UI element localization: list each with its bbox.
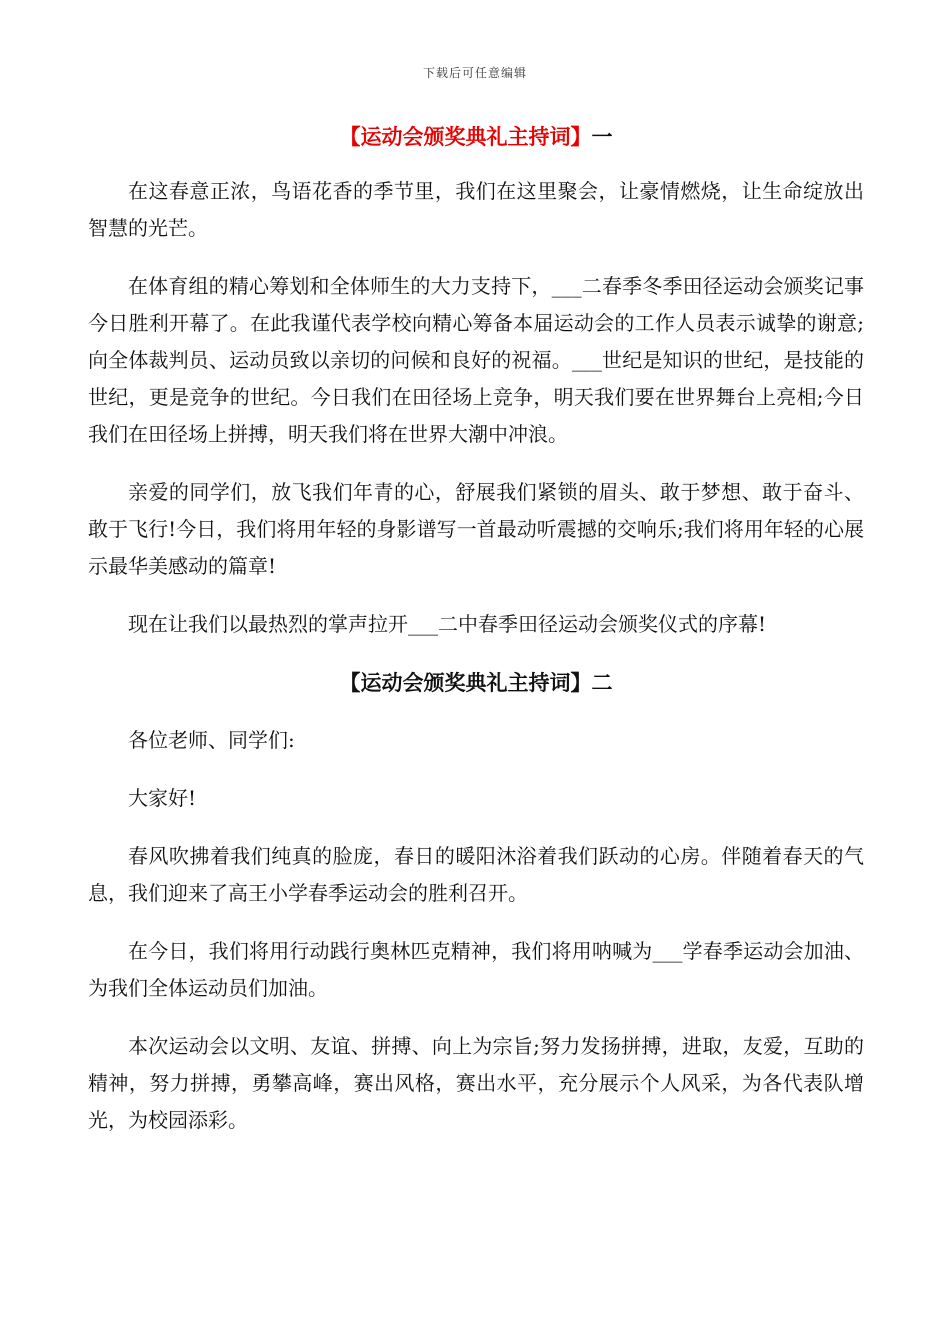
paragraph: 在体育组的精心筹划和全体师生的大力支持下，___二春季冬季田径运动会颁奖记事今日胜利开幕了。在此我谨代表学校向精心筹备本届运动会的工作人员表示诚挚的谢意;向全体裁判员、运动员致以亲切的问候和良好的祝福。___世纪是知识的世纪，是技能的世纪，更是竞争的世纪。今日我们在田径场上竞争，明天我们要在世界舞台上亮相;今日我们在田径场上拼搏，明天我们将在世界大潮中冲浪。 (88, 274, 864, 446)
section-title-2 (88, 664, 864, 702)
document-body (88, 118, 864, 1139)
section-title-1 (88, 118, 864, 156)
paragraph: 各位老师、同学们: (128, 728, 295, 752)
paragraph: 亲爱的同学们，放飞我们年青的心，舒展我们紧锁的眉头、敢于梦想、敢于奋斗、敢于飞行!今日，我们将用年轻的身影谱写一首最动听震撼的交响乐;我们将用年轻的心展示最华美感动的篇章! (88, 480, 864, 578)
paragraph: 现在让我们以最热烈的掌声拉开___二中春季田径运动会颁奖仪式的序幕! (128, 612, 767, 636)
page-header: 下载后可任意编辑 (422, 66, 527, 80)
section-title-1-main: 【运动会颁奖典礼主持词】 (339, 124, 592, 149)
paragraph: 在这春意正浓，鸟语花香的季节里，我们在这里聚会，让豪情燃烧，让生命绽放出智慧的光芒。 (88, 179, 864, 240)
paragraph: 本次运动会以文明、友谊、拼搏、向上为宗旨;努力发扬拼搏，进取，友爱，互助的精神，努力拼搏，勇攀高峰，赛出风格，赛出水平，充分展示个人风采，为各代表队增光，为校园添彩。 (88, 1034, 864, 1132)
paragraph: 在今日，我们将用行动践行奥林匹克精神，我们将用呐喊为___学春季运动会加油、为我们全体运动员们加油。 (88, 939, 864, 1000)
paragraph: 大家好! (128, 786, 197, 810)
section-title-1-suffix: 一 (591, 124, 613, 149)
paragraph: 春风吹拂着我们纯真的脸庞，春日的暖阳沐浴着我们跃动的心房。伴随着春天的气息，我们迎来了高王小学春季运动会的胜利召开。 (88, 844, 864, 905)
section-title-2-main: 【运动会颁奖典礼主持词】 (339, 670, 592, 695)
section-title-2-suffix: 二 (591, 670, 613, 695)
